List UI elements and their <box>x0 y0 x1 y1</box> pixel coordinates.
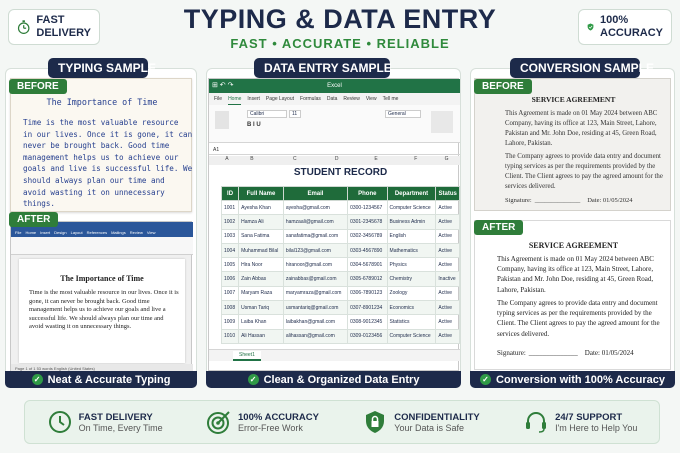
conversion-panel-title: CONVERSION SAMPLE <box>510 58 640 78</box>
table-cell[interactable]: sanafatima@gmail.com <box>283 229 347 243</box>
table-cell[interactable]: 1009 <box>222 315 239 329</box>
feature-title: FAST DELIVERY <box>78 411 153 423</box>
conversion-footer <box>470 371 675 388</box>
table-cell[interactable]: Active <box>436 301 460 315</box>
word-ribbon-tabs <box>11 230 193 237</box>
table-cell[interactable]: Hamza Ali <box>239 215 284 229</box>
handwritten-line: never be brought back. Good time <box>23 141 170 151</box>
table-row <box>222 229 460 243</box>
page-title: TYPING & DATA ENTRY <box>183 4 497 34</box>
table-cell[interactable]: 0300-1234567 <box>348 201 387 215</box>
paste-icon[interactable] <box>215 111 229 129</box>
handwritten-line: Time is the most valuable resource <box>23 118 179 127</box>
handwritten-line: in our lives. Once it is gone, it can <box>23 129 193 139</box>
table-cell[interactable]: 0306-7890123 <box>348 286 387 300</box>
table-cell[interactable]: 1006 <box>222 272 239 286</box>
column-header[interactable]: G <box>444 156 449 162</box>
table-cell[interactable]: Business Admin <box>387 215 436 229</box>
table-cell[interactable]: 0305-6789012 <box>348 272 387 286</box>
table-cell[interactable]: laibakhan@gmail.com <box>283 315 347 329</box>
conversion-footer-label: Conversion with 100% Accuracy <box>496 373 665 386</box>
column-header[interactable]: B <box>250 156 254 162</box>
sheet-tab-bar <box>209 349 460 361</box>
column-header[interactable]: F <box>414 156 418 162</box>
word-doc-body: Time is the most valuable resource in our lives. Once it is gone, it can never be brought back. Good time management helps us to achieve our goals and live a successful life. We should always plan our time and avoid wasting it on unnecessary things. <box>29 289 179 331</box>
column-header[interactable]: C <box>292 156 297 162</box>
table-cell[interactable]: Inactive <box>436 272 460 286</box>
word-tab[interactable]: Design <box>54 230 67 235</box>
sig-label: Signature: <box>497 349 526 357</box>
table-cell[interactable]: 0304-5678901 <box>348 258 387 272</box>
table-cell[interactable]: Ali Hassan <box>239 329 284 343</box>
word-tab[interactable]: File <box>15 230 22 235</box>
word-doc-title: The Importance of Time <box>60 274 144 283</box>
table-cell[interactable]: zainabbas@gmail.com <box>283 272 347 286</box>
table-row <box>222 301 460 315</box>
table-cell[interactable]: Active <box>436 201 460 215</box>
sig-date: Date: 01/05/2024 <box>584 349 634 357</box>
table-cell[interactable]: English <box>387 229 436 243</box>
table-cell[interactable]: 0302-3456789 <box>348 229 387 243</box>
table-header-cell: Email <box>283 187 347 201</box>
feature-accuracy <box>206 409 319 435</box>
table-cell[interactable]: 0303-4567890 <box>348 243 387 257</box>
handwritten-line: things. <box>23 199 56 209</box>
handwritten-line: should always plan our time and <box>23 175 165 185</box>
scanned-document <box>474 78 671 211</box>
conditional-format-button[interactable] <box>431 111 453 133</box>
table-cell[interactable]: ayesha@gmail.com <box>283 201 347 215</box>
feature-sub: On Time, Every Time <box>78 422 163 433</box>
table-cell[interactable]: Economics <box>387 301 436 315</box>
handwritten-paper <box>10 78 192 212</box>
table-cell[interactable]: maryamraza@gmail.com <box>283 286 347 300</box>
feature-fast-delivery <box>47 409 163 435</box>
table-cell[interactable]: Active <box>436 258 460 272</box>
feature-sub: I'm Here to Help You <box>555 422 638 433</box>
sig-line: ______________ <box>534 197 581 204</box>
table-header-cell: Department <box>387 187 436 201</box>
excel-ribbon-tabs <box>209 93 460 105</box>
excel-app-name: Excel <box>327 83 342 89</box>
font-name-select[interactable]: Calibri <box>247 110 287 118</box>
doc-title: SERVICE AGREEMENT <box>528 241 619 250</box>
table-cell[interactable]: Chemistry <box>387 272 436 286</box>
headset-icon <box>523 409 549 435</box>
table-row <box>222 201 460 215</box>
typing-panel-title: TYPING SAMPLE <box>48 58 148 78</box>
table-header-cell: Full Name <box>239 187 284 201</box>
sheet-tab[interactable]: Sheet1 <box>233 351 261 361</box>
table-cell[interactable]: 1010 <box>222 329 239 343</box>
table-header-cell: ID <box>222 187 239 201</box>
excel-tab[interactable]: Review <box>343 96 360 102</box>
table-cell[interactable]: Computer Science <box>387 201 436 215</box>
word-ribbon <box>11 237 193 255</box>
word-tab[interactable]: References <box>86 230 108 235</box>
table-cell[interactable]: hiranoor@gmail.com <box>283 258 347 272</box>
table-cell[interactable]: Computer Science <box>387 329 436 343</box>
badge-line2: DELIVERY <box>36 27 91 39</box>
handwritten-line: management helps us to achieve our <box>23 152 179 162</box>
excel-tab[interactable]: View <box>365 96 377 102</box>
corner-cell <box>209 156 220 165</box>
scan-signature <box>505 197 665 204</box>
excel-ribbon <box>209 105 460 143</box>
scan-para2: The Company agrees to provide data entry and document typing services as per the requirements provided by the Client. The Client agrees to pay the agreed amount for the services delivered. <box>505 153 663 190</box>
table-cell[interactable]: 0308-9012345 <box>348 315 387 329</box>
table-row <box>222 258 460 272</box>
table-cell[interactable]: Active <box>436 315 460 329</box>
feature-sub: Your Data is Safe <box>394 422 464 433</box>
clock-icon <box>47 409 73 435</box>
feature-support <box>523 409 637 435</box>
excel-tab[interactable]: Data <box>326 96 338 102</box>
feature-sub: Error-Free Work <box>238 422 303 433</box>
table-cell[interactable]: 0301-2345678 <box>348 215 387 229</box>
feature-confidentiality <box>362 409 480 435</box>
table-cell[interactable]: Active <box>436 329 460 343</box>
scan-doc-title: SERVICE AGREEMENT <box>531 95 616 104</box>
column-header[interactable]: A <box>225 156 229 162</box>
features-bar <box>24 400 660 444</box>
table-cell[interactable]: 1002 <box>222 215 239 229</box>
word-document-window <box>10 221 192 371</box>
doc-para1: This Agreement is made on 01 May 2024 between ABC Company, having its office at 123, Main Street, Lahore, Pakistan and Mr. John Doe, residing at 45, Green Road, Lahore, Pakistan. <box>497 255 654 294</box>
sig-line: ______________ <box>528 349 578 357</box>
column-header[interactable]: D <box>334 156 339 162</box>
word-tab[interactable]: Home <box>25 230 37 235</box>
doc-para2: The Company agrees to provide data entry and document typing services as per the requirements provided by the Client. The Client agrees to pay the agreed amount for the services delivered. <box>497 299 660 338</box>
handwritten-title: The Importance of Time <box>46 97 158 107</box>
table-row <box>222 272 460 286</box>
table-cell[interactable]: bilal123@gmail.com <box>283 243 347 257</box>
shield-lock-icon <box>362 409 388 435</box>
before-tag: BEFORE <box>9 79 67 94</box>
data-entry-panel-title: DATA ENTRY SAMPLE <box>254 58 390 78</box>
feature-title: CONFIDENTIALITY <box>394 411 480 423</box>
sheet-title: STUDENT RECORD <box>293 167 388 178</box>
excel-tab[interactable]: File <box>214 96 223 102</box>
table-cell[interactable]: Active <box>436 243 460 257</box>
student-table <box>221 186 460 344</box>
typing-footer-label: Neat & Accurate Typing <box>47 373 171 386</box>
feature-title: 24/7 SUPPORT <box>555 411 623 423</box>
table-cell[interactable]: Mathematics <box>387 243 436 257</box>
font-size-select[interactable]: 11 <box>289 110 301 118</box>
table-cell[interactable]: Active <box>436 286 460 300</box>
table-cell[interactable]: 1001 <box>222 201 239 215</box>
table-row <box>222 315 460 329</box>
excel-tab[interactable]: Home <box>228 93 241 105</box>
word-page <box>19 259 185 363</box>
typing-footer <box>5 371 197 388</box>
table-row <box>222 286 460 300</box>
sig-date: Date: 01/05/2024 <box>587 197 633 204</box>
table-cell[interactable]: 1003 <box>222 229 239 243</box>
table-cell[interactable]: alihassan@gmail.com <box>283 329 347 343</box>
table-row <box>222 215 460 229</box>
table-cell[interactable]: 1004 <box>222 243 239 257</box>
table-header-cell: Phone <box>348 187 387 201</box>
handwritten-line: goals and live is successful life. We <box>23 164 193 174</box>
table-cell[interactable]: 1007 <box>222 286 239 300</box>
data-entry-footer <box>206 371 461 388</box>
doc-signature <box>497 349 665 357</box>
handwritten-text <box>23 117 193 210</box>
table-cell[interactable]: 0307-8901234 <box>348 301 387 315</box>
check-icon: ✓ <box>248 374 259 385</box>
word-status-bar: Page 1 of 1 53 words English (United States) <box>11 364 193 372</box>
word-tab[interactable]: Layout <box>70 230 83 235</box>
check-icon: ✓ <box>480 374 491 385</box>
table-header-cell: Status <box>436 187 460 201</box>
before-tag: BEFORE <box>474 79 532 94</box>
excel-tab[interactable]: Insert <box>247 96 260 102</box>
data-entry-footer-label: Clean & Organized Data Entry <box>263 373 420 386</box>
table-cell[interactable]: Muhammad Bilal <box>239 243 284 257</box>
table-cell[interactable]: Laiba Khan <box>239 315 284 329</box>
converted-document <box>474 220 671 370</box>
name-box[interactable]: A1 <box>209 145 460 155</box>
table-cell[interactable]: Usman Tariq <box>239 301 284 315</box>
after-tag: AFTER <box>474 220 523 235</box>
table-cell[interactable]: Hira Noor <box>239 258 284 272</box>
number-format-select[interactable]: General <box>385 110 421 118</box>
table-cell[interactable]: Maryam Raza <box>239 286 284 300</box>
table-cell[interactable]: Physics <box>387 258 436 272</box>
excel-window <box>208 78 459 371</box>
sig-label: Signature: <box>505 197 532 204</box>
excel-tab[interactable]: Formulas <box>300 96 321 102</box>
table-row <box>222 243 460 257</box>
table-cell[interactable]: 1005 <box>222 258 239 272</box>
table-cell[interactable]: Zoology <box>387 286 436 300</box>
format-buttons[interactable]: B I U <box>247 122 261 128</box>
target-icon <box>206 409 232 435</box>
excel-save-icon[interactable]: ⊞ ↶ ↷ <box>212 82 234 89</box>
feature-title: 100% ACCURACY <box>238 411 319 423</box>
table-cell[interactable]: usmantariq@gmail.com <box>283 301 347 315</box>
table-cell[interactable]: Sana Fatima <box>239 229 284 243</box>
word-tab[interactable]: Insert <box>40 230 51 235</box>
table-row <box>222 329 460 343</box>
word-tab[interactable]: View <box>146 230 156 235</box>
badge-line1: 100% <box>600 14 629 26</box>
excel-tab[interactable]: Page Layout <box>265 96 295 102</box>
page-subtitle: FAST • ACCURATE • RELIABLE <box>230 36 450 51</box>
excel-column-headers <box>209 156 460 165</box>
badge-line1: FAST <box>36 14 65 26</box>
table-cell[interactable]: Zain Abbas <box>239 272 284 286</box>
table-cell[interactable]: Active <box>436 229 460 243</box>
column-header[interactable]: E <box>374 156 378 162</box>
table-cell[interactable]: Active <box>436 215 460 229</box>
check-icon: ✓ <box>32 374 43 385</box>
excel-titlebar <box>209 79 460 93</box>
table-cell[interactable]: Statistics <box>387 315 436 329</box>
handwritten-line: avoid wasting it on unnecessary <box>23 187 165 197</box>
word-tab[interactable]: Mailings <box>111 230 126 235</box>
excel-tab[interactable]: Tell me <box>382 96 399 102</box>
table-cell[interactable]: 1008 <box>222 301 239 315</box>
word-tab[interactable]: Review <box>129 230 143 235</box>
scan-para1: This Agreement is made on 01 May 2024 between ABC Company, having its office at 123, Main Street, Lahore, Pakistan and Mr. John Doe, residing at 45, Green Road, Lahore, Pakistan. <box>505 110 658 147</box>
after-tag: AFTER <box>9 212 58 227</box>
table-cell[interactable]: Ayesha Khan <box>239 201 284 215</box>
badge-line2: ACCURACY <box>600 27 663 39</box>
table-cell[interactable]: hamzaali@gmail.com <box>283 215 347 229</box>
table-cell[interactable]: 0309-0123456 <box>348 329 387 343</box>
